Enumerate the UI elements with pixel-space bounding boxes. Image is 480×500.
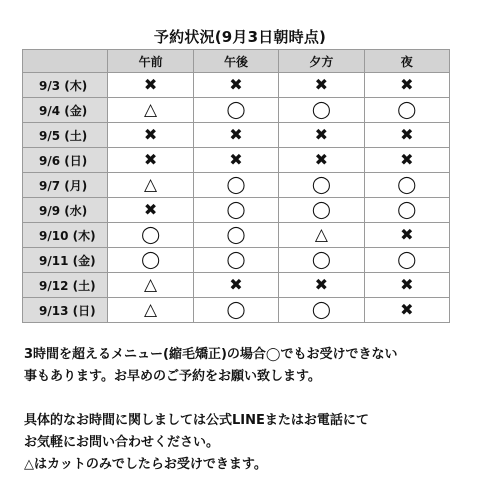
availability-cell: △: [279, 223, 364, 248]
table-row: [23, 98, 450, 123]
table-row: [23, 248, 450, 273]
column-header-afternoon: 午後: [193, 50, 278, 73]
availability-cell: ◯: [108, 223, 193, 248]
availability-cell: △: [108, 298, 193, 323]
note-line: △はカットのみでしたらお受けできます。: [24, 457, 267, 472]
availability-cell: ◯: [193, 173, 278, 198]
table-row: [23, 298, 450, 323]
availability-cell: ✖: [193, 73, 278, 98]
availability-cell: ✖: [193, 148, 278, 173]
row-date-label: 9/6 (日): [23, 148, 108, 173]
availability-cell: ✖: [364, 148, 449, 173]
column-header-evening: 夕方: [279, 50, 364, 73]
availability-cell: ◯: [364, 248, 449, 273]
row-date-label: 9/3 (木): [23, 73, 108, 98]
availability-cell: ◯: [279, 198, 364, 223]
table-row: [23, 123, 450, 148]
row-date-label: 9/12 (土): [23, 273, 108, 298]
availability-cell: ◯: [193, 298, 278, 323]
availability-cell: ◯: [193, 223, 278, 248]
availability-cell: ✖: [193, 273, 278, 298]
availability-cell: ✖: [193, 123, 278, 148]
availability-cell: ◯: [279, 98, 364, 123]
availability-cell: ◯: [193, 248, 278, 273]
note-line: 事もあります。お早めのご予約をお願い致します。: [24, 369, 321, 384]
table-header-row: [23, 50, 450, 73]
row-date-label: 9/13 (日): [23, 298, 108, 323]
note-line: 3時間を超えるメニュー(縮毛矯正)の場合◯でもお受けできない: [24, 347, 398, 362]
page-title: 予約状況(9月3日朝時点): [153, 28, 327, 46]
availability-cell: ✖: [279, 73, 364, 98]
availability-cell: ◯: [279, 173, 364, 198]
availability-cell: ◯: [364, 198, 449, 223]
reservation-table: [22, 49, 450, 323]
table-row: [23, 223, 450, 248]
column-header-morning: 午前: [108, 50, 193, 73]
row-date-label: 9/9 (水): [23, 198, 108, 223]
availability-cell: ✖: [364, 298, 449, 323]
notes-section: [24, 344, 464, 476]
availability-cell: ◯: [279, 248, 364, 273]
availability-cell: ✖: [364, 73, 449, 98]
availability-cell: ◯: [364, 98, 449, 123]
availability-cell: ✖: [108, 198, 193, 223]
row-date-label: 9/10 (木): [23, 223, 108, 248]
row-date-label: 9/4 (金): [23, 98, 108, 123]
availability-cell: ✖: [364, 273, 449, 298]
table-row: [23, 73, 450, 98]
availability-cell: △: [108, 98, 193, 123]
row-date-label: 9/7 (月): [23, 173, 108, 198]
availability-cell: ◯: [279, 298, 364, 323]
availability-cell: △: [108, 273, 193, 298]
table-row: [23, 173, 450, 198]
column-header-night: 夜: [364, 50, 449, 73]
note-line: 具体的なお時間に関しましては公式LINEまたはお電話にて: [24, 413, 369, 428]
availability-cell: ◯: [193, 198, 278, 223]
availability-cell: ✖: [108, 148, 193, 173]
availability-cell: ◯: [193, 98, 278, 123]
availability-cell: ✖: [364, 123, 449, 148]
availability-cell: ✖: [364, 223, 449, 248]
availability-cell: ✖: [108, 123, 193, 148]
availability-cell: ✖: [108, 73, 193, 98]
row-date-label: 9/11 (金): [23, 248, 108, 273]
note-spacer: [24, 388, 464, 410]
table-corner-cell: [23, 50, 108, 73]
availability-cell: ✖: [279, 123, 364, 148]
availability-cell: ✖: [279, 148, 364, 173]
table-row: [23, 273, 450, 298]
availability-cell: △: [108, 173, 193, 198]
row-date-label: 9/5 (土): [23, 123, 108, 148]
note-line: お気軽にお問い合わせください。: [24, 435, 220, 450]
table-row: [23, 198, 450, 223]
availability-cell: ◯: [364, 173, 449, 198]
availability-cell: ◯: [108, 248, 193, 273]
availability-cell: ✖: [279, 273, 364, 298]
table-row: [23, 148, 450, 173]
